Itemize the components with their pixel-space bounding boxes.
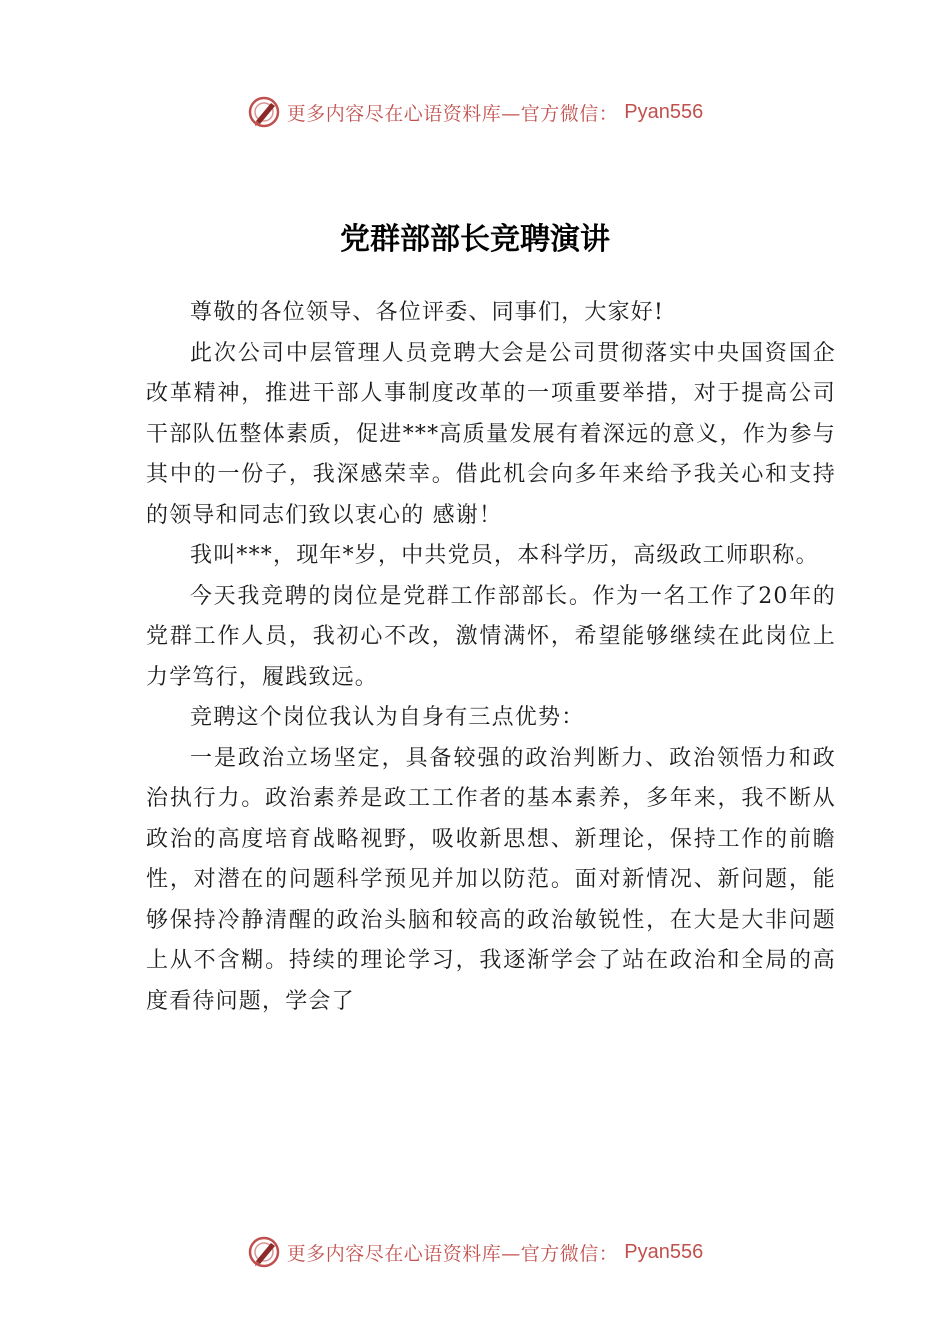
paragraph: 今天我竞聘的岗位是党群工作部部长。作为一名工作了20年的党群工作人员，我初心不改，激情满怀，希望能够继续在此岗位上力学笃行，履践致远。	[146, 583, 836, 690]
banner-text: 更多内容尽在心语资料库—官方微信：	[286, 102, 619, 125]
wechat-id: Pyan556	[624, 100, 704, 123]
document-body	[146, 293, 836, 1022]
document-title: 党群部部长竞聘演讲	[340, 222, 610, 257]
wechat-id: Pyan556	[624, 1240, 704, 1263]
pen-logo-icon	[247, 95, 281, 129]
paragraph: 一是政治立场坚定，具备较强的政治判断力、政治领悟力和政治执行力。政治素养是政工工作者的基本素养，多年来，我不断从政治的高度培育战略视野，吸收新思想、新理论，保持工作的前瞻性，对潜在的问题科学预见并加以防范。面对新情况、新问题，能够保持冷静清醒的政治头脑和较高的政治敏锐性，在大是大非问题上从不含糊。持续的理论学习，我逐渐学会了站在政治和全局的高度看待问题，学会了	[146, 745, 836, 1014]
paragraph: 我叫***，现年*岁，中共党员，本科学历，高级政工师职称。	[190, 543, 819, 568]
paragraph: 此次公司中层管理人员竞聘大会是公司贯彻落实中央国资国企改革精神，推进干部人事制度改革的一项重要举措，对于提高公司干部队伍整体素质，促进***高质量发展有着深远的意义，作为参与其中的一份子，我深感荣幸。借此机会向多年来给予我关心和支持的领导和同志们致以衷心的 感谢！	[146, 340, 836, 528]
header-banner	[0, 92, 950, 132]
paragraph: 竞聘这个岗位我认为自身有三点优势：	[190, 705, 585, 730]
paragraph: 尊敬的各位领导、各位评委、同事们，大家好!	[190, 300, 665, 325]
footer-banner	[0, 1232, 950, 1272]
pen-logo-icon	[247, 1235, 281, 1269]
banner-text: 更多内容尽在心语资料库—官方微信：	[286, 1242, 619, 1265]
